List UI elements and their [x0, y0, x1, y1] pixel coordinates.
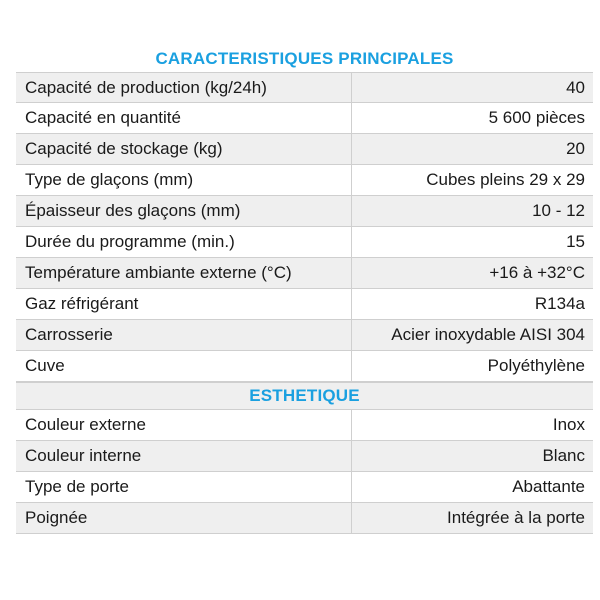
- spec-table-main: [16, 72, 593, 382]
- spec-label: Capacité de stockage (kg): [16, 134, 352, 164]
- spec-label: Gaz réfrigérant: [16, 289, 352, 319]
- spec-value: Abattante: [512, 477, 585, 496]
- spec-label: Cuve: [16, 351, 352, 381]
- spec-label: Température ambiante externe (°C): [16, 258, 352, 288]
- spec-label: Épaisseur des glaçons (mm): [16, 196, 352, 226]
- spec-label: Carrosserie: [16, 320, 352, 350]
- table-row: [16, 227, 593, 258]
- spec-label: Poignée: [16, 503, 352, 533]
- spec-value: 10 - 12: [532, 201, 585, 220]
- table-row: [16, 351, 593, 382]
- table-row: [16, 472, 593, 503]
- table-row: [16, 258, 593, 289]
- spec-label: Couleur interne: [16, 441, 352, 471]
- spec-value: Acier inoxydable AISI 304: [391, 325, 585, 344]
- spec-label: Capacité de production (kg/24h): [16, 73, 352, 102]
- spec-value: R134a: [534, 294, 585, 313]
- spec-sheet: [16, 46, 593, 534]
- table-row: [16, 441, 593, 472]
- spec-label: Type de glaçons (mm): [16, 165, 352, 195]
- table-row: [16, 320, 593, 351]
- spec-label: Type de porte: [16, 472, 352, 502]
- table-row: [16, 165, 593, 196]
- section-title-esthetique: ESTHETIQUE: [16, 382, 593, 410]
- spec-label: Capacité en quantité: [16, 103, 352, 133]
- spec-label: Couleur externe: [16, 410, 352, 440]
- table-row: [16, 410, 593, 441]
- section-title-main: CARACTERISTIQUES PRINCIPALES: [155, 49, 454, 68]
- spec-value: Intégrée à la porte: [447, 508, 585, 527]
- table-row: [16, 289, 593, 320]
- spec-value: 20: [566, 139, 585, 158]
- spec-value: Cubes pleins 29 x 29: [426, 170, 585, 189]
- spec-value: Blanc: [542, 446, 585, 465]
- spec-value: 40: [566, 78, 585, 97]
- spec-table-esthetique: [16, 410, 593, 534]
- table-row: [16, 503, 593, 534]
- spec-value: Inox: [552, 415, 585, 434]
- spec-label: Durée du programme (min.): [16, 227, 352, 257]
- table-row: [16, 134, 593, 165]
- table-row: [16, 196, 593, 227]
- spec-value: 5 600 pièces: [488, 108, 585, 127]
- spec-value: +16 à +32°C: [489, 263, 585, 282]
- spec-value: 15: [566, 232, 585, 251]
- table-row: [16, 103, 593, 134]
- table-row: [16, 72, 593, 103]
- spec-value: Polyéthylène: [487, 356, 585, 375]
